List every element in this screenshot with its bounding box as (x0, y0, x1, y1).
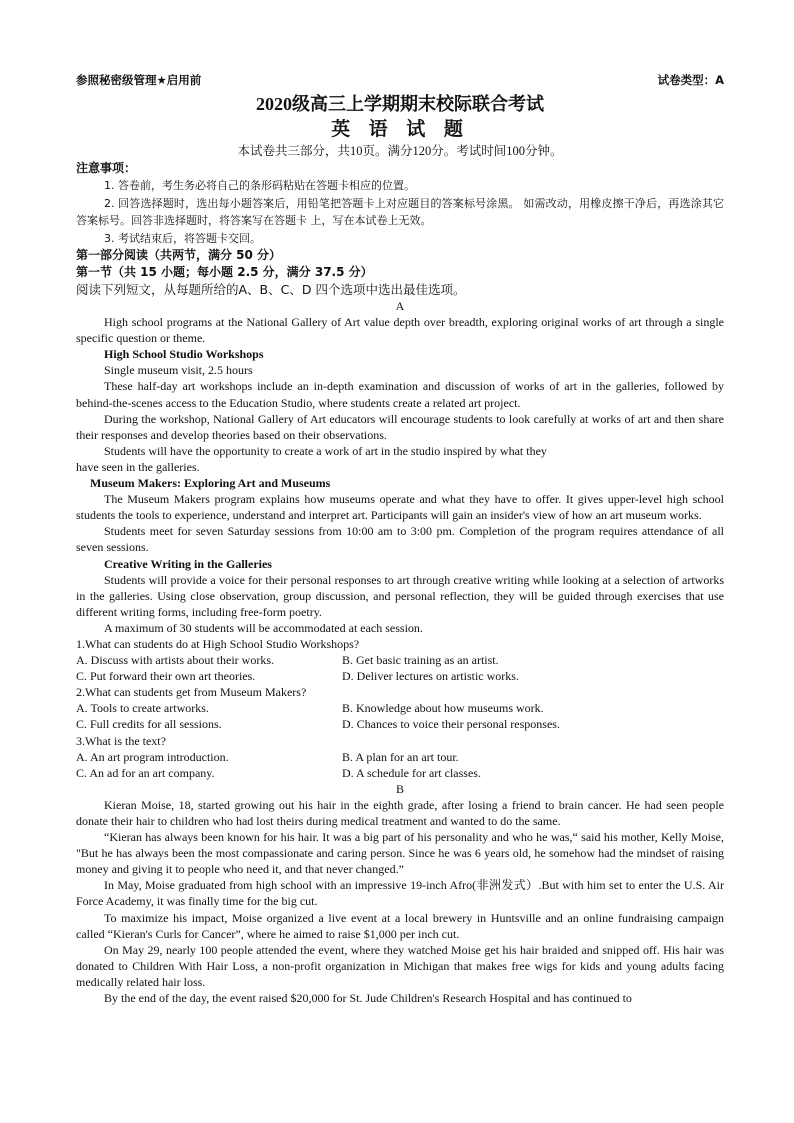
paragraph: The Museum Makers program explains how museums operate and what they have to offer. It gives upper-level high school students the tools to experience, understand and interpret art. Participants will gain an insider's view of how an art museum works. (76, 492, 724, 523)
note-item: 2. 回答选择题时，选出每小题答案后，用铅笔把答题卡上对应题目的答案标号涂黑。 如需改动，用橡皮擦干净后，再选涂其它答案标号。回答非选择题时，将答案写在答题卡 上，写在本试卷上无效。 (76, 196, 724, 227)
paragraph: Students will have the opportunity to create a work of art in the studio inspired by what they (104, 443, 547, 458)
paragraph: To maximize his impact, Moise organized a live event at a local brewery in Huntsville and an online fundraising campaign called “Kieran's Curls for Cancer”, where he aimed to raise $1,000 per inch cut. (76, 910, 724, 941)
paper-type-label: 试卷类型：A (657, 73, 724, 87)
paragraph: Students meet for seven Saturday sessions from 10:00 am to 3:00 pm. Completion of the program requires attendance of all seven sessions. (76, 524, 724, 555)
note-item: 1. 答卷前，考生务必将自己的条形码粘贴在答题卡相应的位置。 (104, 179, 415, 192)
paragraph: “Kieran has always been known for his hair. It was a big part of his personality and who he was,“ said his mother, Kelly Moise, "But he has always been the most compassionate and caring person. Since he was 6 years old, he somehow had the mindset of raising money and giving it to people who need it, and that never changed.” (76, 830, 724, 877)
option-c: C. Put forward their own art theories. (76, 669, 256, 684)
question-3 (76, 733, 724, 781)
paragraph: In May, Moise graduated from high school with an impressive 19-inch Afro(非洲发式）.But with him set to enter the U.S. Air Force Academy, it was finally time for the big cut. (76, 878, 724, 909)
paragraph: Kieran Moise, 18, started growing out his hair in the eighth grade, after losing a friend to brain cancer. He had seen people donate their hair to children who had lost theirs during medical treatment and wanted to do the same. (76, 797, 724, 828)
page-header (76, 72, 724, 92)
exam-info: 本试卷共三部分，共10页。满分120分。考试时间100分钟。 (237, 144, 563, 158)
question-stem: 2.What can students get from Museum Makers? (76, 685, 307, 700)
paragraph: By the end of the day, the event raised $20,000 for St. Jude Children's Research Hospital and has continued to (104, 991, 632, 1006)
section-title-studio-workshops: High School Studio Workshops (104, 347, 264, 362)
option-d: D. Chances to voice their personal responses. (342, 717, 560, 732)
passage-a-label: A (395, 299, 405, 313)
section1-heading: 第一节（共 15 小题；每小题 2.5 分，满分 37.5 分） (76, 265, 373, 279)
paragraph: These half-day art workshops include an in-depth examination and discussion of works of art in the galleries, followed by behind-the-scenes access to the Education Studio, where students create a related art project. (76, 379, 724, 410)
notes-heading: 注意事项： (76, 161, 137, 175)
option-d: D. A schedule for art classes. (342, 765, 481, 780)
question-2 (76, 684, 724, 732)
exam-title: 2020级高三上学期期末校际联合考试 (256, 94, 544, 114)
option-a: A. An art program introduction. (76, 749, 229, 764)
question-stem: 3.What is the text? (76, 733, 166, 748)
subject-title: 英 语 试 题 (331, 118, 469, 140)
passage-a-intro: High school programs at the National Gallery of Art value depth over breadth, exploring original works of art through a single specific question or theme. (76, 315, 724, 346)
option-c: C. An ad for an art company. (76, 765, 215, 780)
option-b: B. A plan for an art tour. (342, 749, 459, 764)
paragraph: Students will provide a voice for their personal responses to art through creative writing while looking at a selection of artworks in the galleries. Using close observation, group discussion, and personal reflection, they will be guided through exercises that use different writing forms, including free-form poetry. (76, 572, 724, 619)
option-c: C. Full credits for all sessions. (76, 717, 222, 732)
paragraph: have seen in the galleries. (76, 459, 200, 474)
option-b: B. Get basic training as an artist. (342, 653, 499, 668)
option-d: D. Deliver lectures on artistic works. (342, 669, 519, 684)
instruction: 阅读下列短文，从每题所给的A、B、C、D 四个选项中选出最佳选项。 (76, 282, 466, 297)
question-1 (76, 636, 724, 684)
confidentiality-label: 参照秘密级管理★启用前 (76, 73, 202, 87)
option-b: B. Knowledge about how museums work. (342, 701, 544, 716)
option-a: A. Tools to create artworks. (76, 701, 209, 716)
exam-page (76, 72, 724, 1006)
part1-heading: 第一部分阅读（共两节，满分 50 分） (76, 248, 282, 262)
paragraph: During the workshop, National Gallery of Art educators will encourage students to look carefully at works of art and then share their responses and develop theories based on their observations. (76, 411, 724, 442)
section-title-museum-makers: Museum Makers: Exploring Art and Museums (90, 476, 331, 491)
paragraph: Single museum visit, 2.5 hours (104, 363, 253, 378)
paragraph: On May 29, nearly 100 people attended the event, where they watched Moise get his hair braided and snipped off. His hair was donated to Children With Hair Loss, a non-profit organization in Michigan that makes free wigs for kids and young adults facing medically related hair loss. (76, 942, 724, 989)
note-item: 3. 考试结束后，将答题卡交回。 (104, 231, 261, 245)
option-a: A. Discuss with artists about their works. (76, 653, 274, 668)
question-stem: 1.What can students do at High School Studio Workshops? (76, 636, 360, 651)
paragraph: A maximum of 30 students will be accommodated at each session. (104, 620, 423, 635)
section-title-creative-writing: Creative Writing in the Galleries (104, 556, 272, 571)
passage-b-label: B (395, 781, 404, 796)
